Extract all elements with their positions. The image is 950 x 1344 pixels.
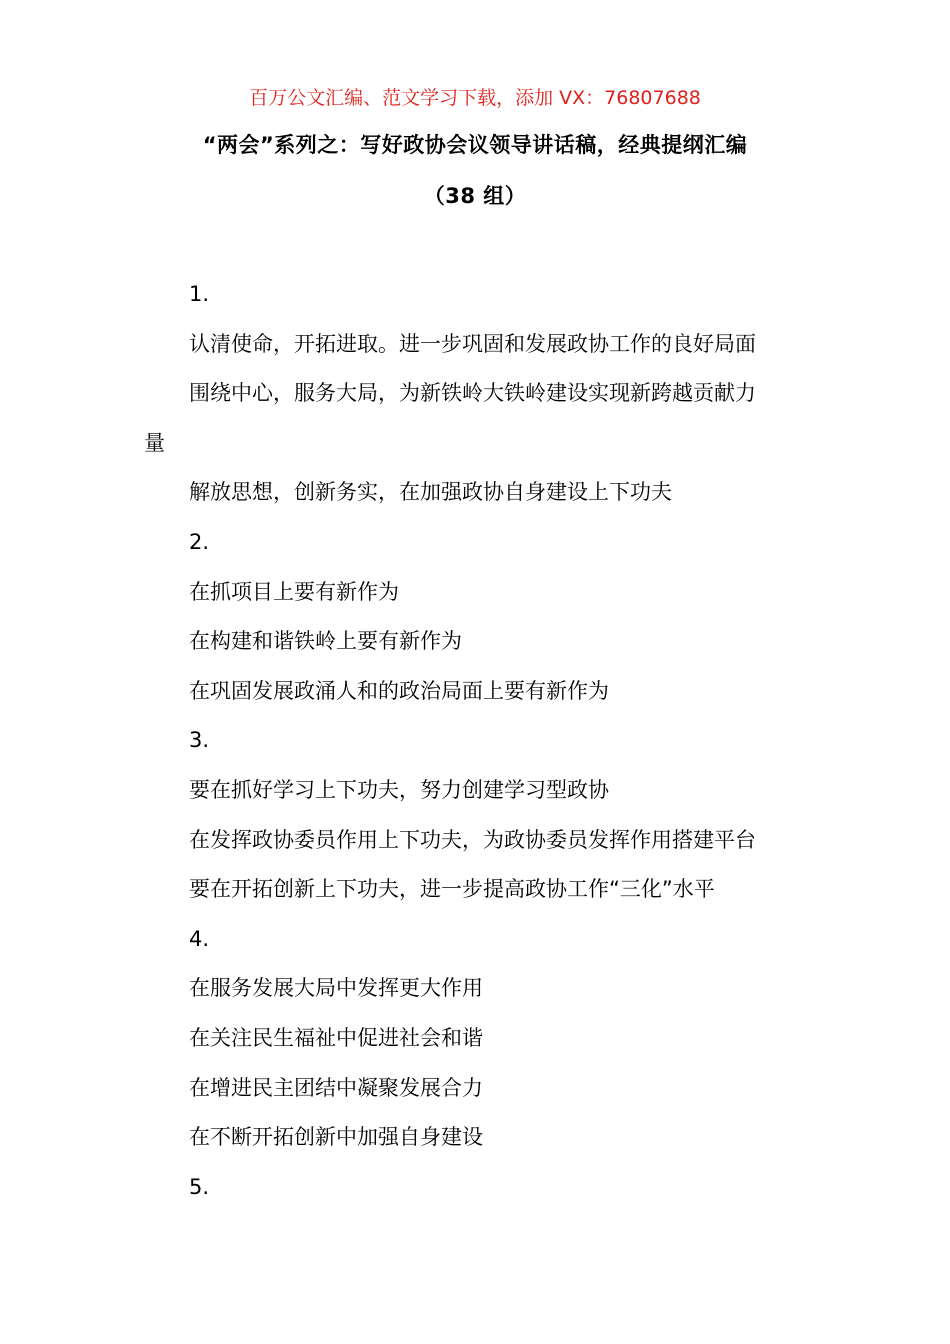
body-line	[0, 923, 950, 973]
body-line-text: 在服务发展大局中发挥更大作用	[189, 976, 483, 1001]
body-line	[0, 576, 950, 626]
body-line-text: 认清使命，开拓进取。进一步巩固和发展政协工作的良好局面	[189, 331, 756, 356]
document-title: “两会”系列之：写好政协会议领导讲话稿，经典提纲汇编	[202, 133, 748, 157]
body-line-text: 在发挥政协委员作用上下功夫，为政协委员发挥作用搭建平台	[189, 827, 756, 852]
body-line	[0, 675, 950, 725]
body-line	[0, 873, 950, 923]
document-body	[0, 278, 950, 1220]
body-line	[0, 476, 950, 526]
body-line-text: 在抓项目上要有新作为	[189, 579, 399, 604]
body-line	[0, 1121, 950, 1171]
document-subtitle: （38 组）	[423, 184, 527, 208]
body-line-text: 围绕中心，服务大局，为新铁岭大铁岭建设实现新跨越贡献力	[189, 381, 756, 406]
body-line	[0, 526, 950, 576]
body-line	[0, 278, 950, 328]
body-line-text: 在增进民主团结中凝聚发展合力	[189, 1075, 483, 1100]
body-line-text: 在关注民生福祉中促进社会和谐	[189, 1025, 483, 1050]
body-line	[0, 972, 950, 1022]
body-line	[0, 774, 950, 824]
body-line-text: 解放思想，创新务实，在加强政协自身建设上下功夫	[189, 480, 672, 505]
body-line	[0, 824, 950, 874]
body-line	[0, 1171, 950, 1221]
body-line	[0, 1022, 950, 1072]
body-line	[0, 625, 950, 675]
body-line	[0, 1072, 950, 1122]
body-line-text: 量	[144, 430, 165, 455]
body-line-text: 5.	[189, 1174, 210, 1199]
body-line-text: 3.	[189, 728, 210, 753]
body-line-text: 在巩固发展政涌人和的政治局面上要有新作为	[189, 678, 609, 703]
body-line-text: 4.	[189, 926, 210, 951]
header-note: 百万公文汇编、范文学习下载，添加 VX：76807688	[249, 87, 701, 109]
body-line-text: 2.	[189, 529, 210, 554]
body-line-text: 在不断开拓创新中加强自身建设	[189, 1125, 483, 1150]
body-line-text: 要在抓好学习上下功夫，努力创建学习型政协	[189, 777, 609, 802]
body-line	[0, 427, 950, 477]
body-line	[0, 724, 950, 774]
body-line-text: 在构建和谐铁岭上要有新作为	[189, 629, 462, 654]
body-line-text: 1.	[189, 282, 210, 306]
body-line	[0, 328, 950, 378]
body-line-text: 要在开拓创新上下功夫，进一步提高政协工作“三化”水平	[189, 877, 715, 902]
body-line	[0, 377, 950, 427]
